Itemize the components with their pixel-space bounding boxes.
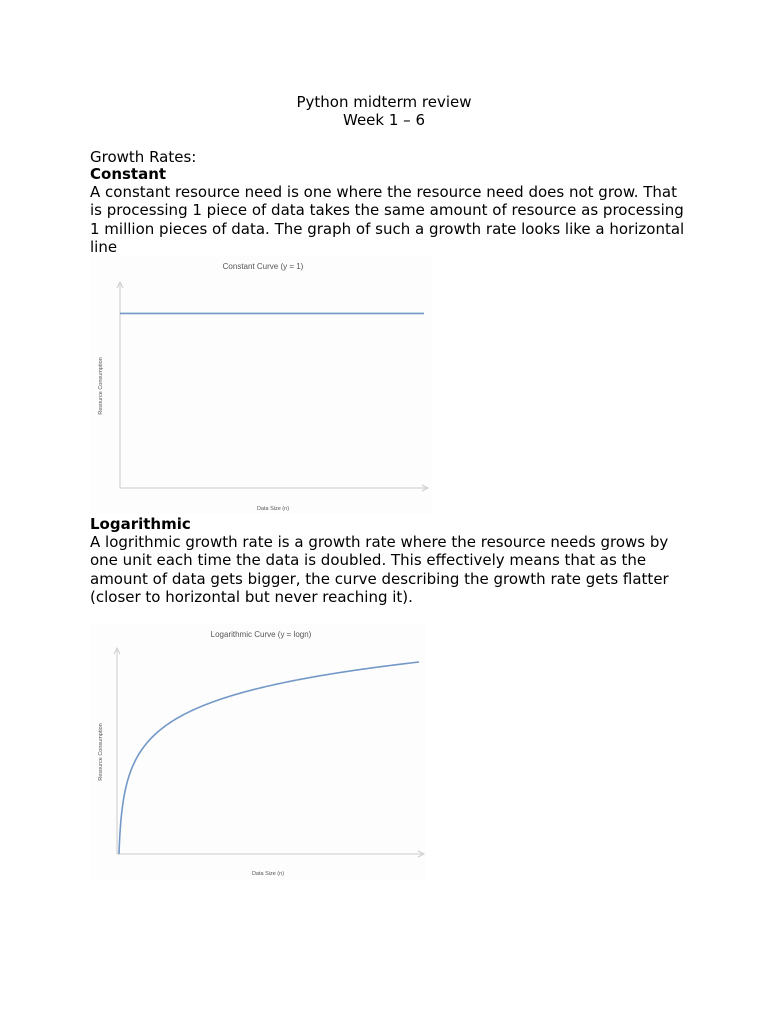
logarithmic-heading: Logarithmic [90,515,191,533]
section-heading: Growth Rates: [90,148,197,166]
x-axis-label: Data Size (n) [251,871,285,877]
logarithmic-curve-chart [90,624,426,880]
constant-paragraph: A constant resource need is one where the resource need does not grow. That is processing 1 piece of data takes the same amount of resource as processing 1 million pieces of data. The graph of such a growth rate looks like a horizontal line [90,183,685,256]
y-axis-label: Resource Consumption [98,723,104,781]
constant-heading: Constant [90,165,167,183]
document-subtitle: Week 1 – 6 [343,111,425,129]
chart-title: Constant Curve (y = 1) [222,262,304,271]
constant-curve-svg [90,256,432,514]
logarithmic-curve-svg [90,624,426,880]
x-axis-label: Data Size (n) [256,506,290,512]
logarithmic-paragraph: A logrithmic growth rate is a growth rate where the resource needs grows by one unit each time the data is doubled. This effectively means that as the amount of data gets bigger, the curve describing the growth rate gets flatter (closer to horizontal but never reaching it). [90,533,669,606]
y-axis-label: Resource Consumption [98,357,104,415]
series-group [119,662,419,854]
constant-curve-chart [90,256,432,514]
chart-title: Logarithmic Curve (y = logn) [210,630,312,639]
series-line [119,662,419,854]
document-title: Python midterm review [296,93,472,111]
